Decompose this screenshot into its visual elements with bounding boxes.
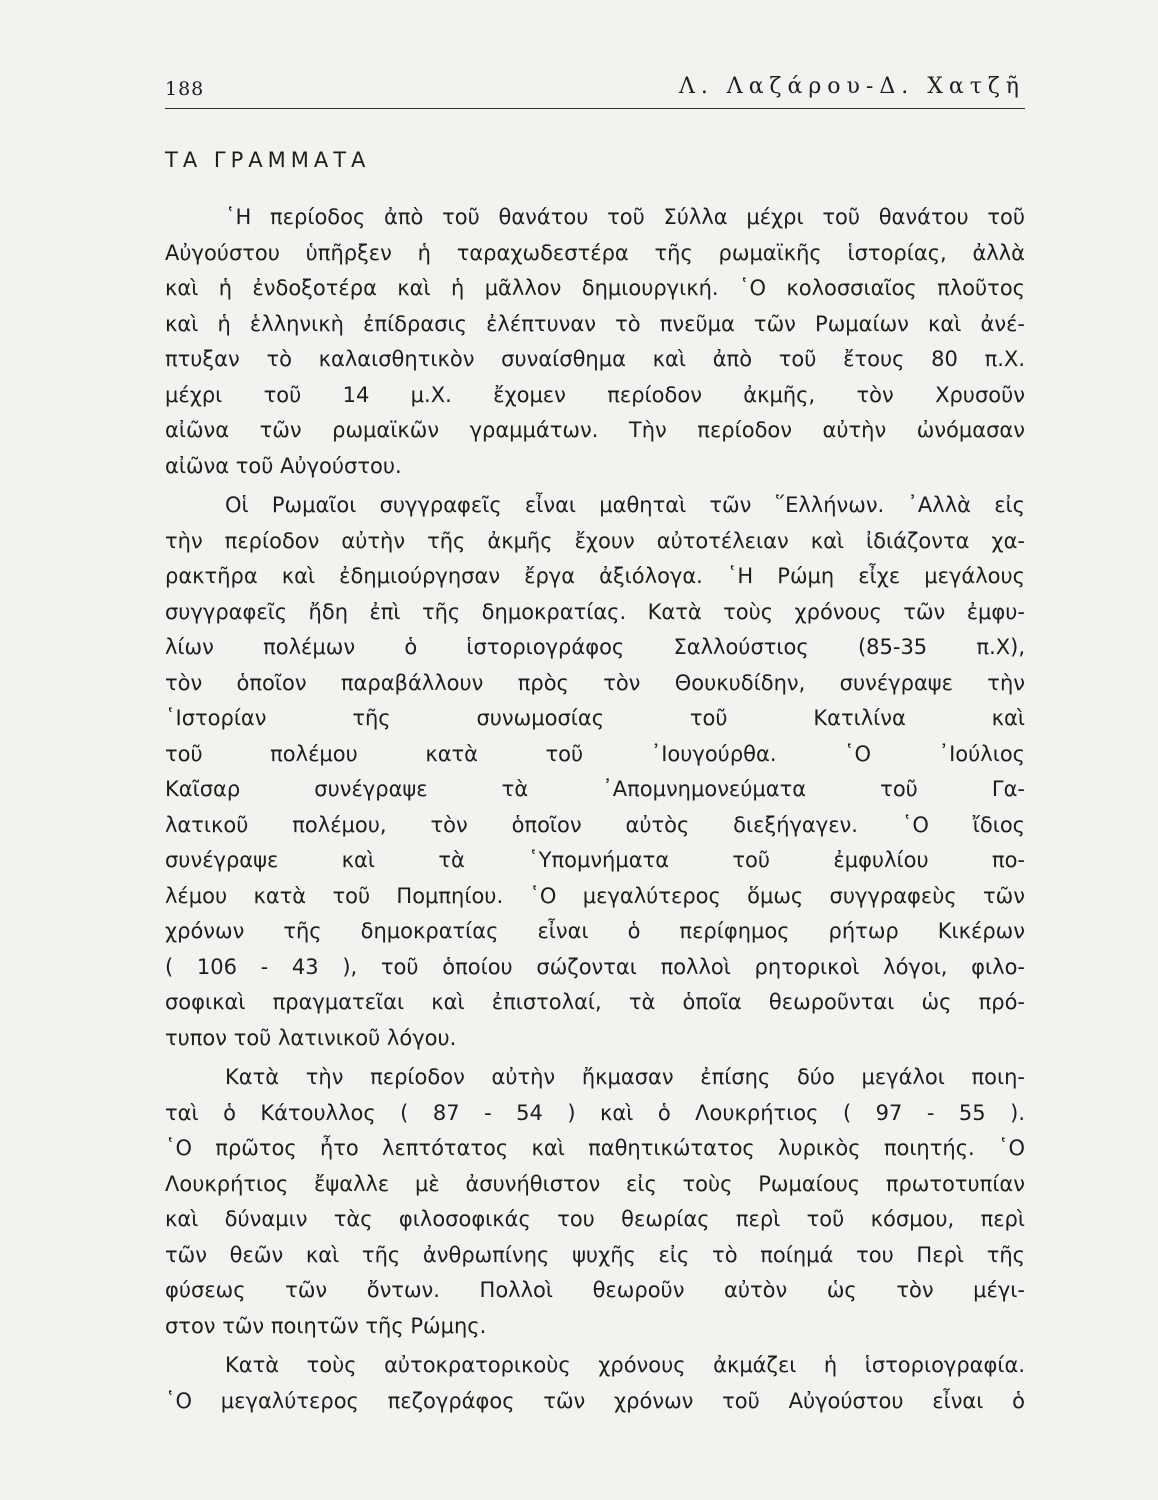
body-text bbox=[165, 200, 1025, 1419]
text-line: καὶ ἡ ἐνδοξοτέρα καὶ ἡ μᾶλλον δημιουργική. ῾Ο κολοσσιαῖος πλοῦτος bbox=[165, 276, 1025, 300]
text-line: φύσεως τῶν ὄντων. Πολλοὶ θεωροῦν αὐτὸν ὡς τὸν μέγι- bbox=[165, 1278, 1025, 1302]
header-rule bbox=[165, 108, 1025, 109]
text-line: ( 106 - 43 ), τοῦ ὁποίου σώζονται πολλοὶ ρητορικοὶ λόγοι, φιλο- bbox=[165, 954, 1025, 979]
text-line: τῶν θεῶν καὶ τῆς ἀνθρωπίνης ψυχῆς εἰς τὸ ποίημά του Περὶ τῆς bbox=[165, 1242, 1025, 1267]
text-line: λέμου κατὰ τοῦ Πομπηίου. ῾Ο μεγαλύτερος ὅμως συγγραφεὺς τῶν bbox=[165, 883, 1025, 908]
text-line: Οἱ Ρωμαῖοι συγγραφεῖς εἶναι μαθηταὶ τῶν ῞Ελλήνων. ᾿Αλλὰ εἰς bbox=[225, 493, 1025, 517]
text-line: ῾Ο μεγαλύτερος πεζογράφος τῶν χρόνων τοῦ Αὐγούστου εἶναι ὁ bbox=[165, 1388, 1025, 1413]
text-line: Κατὰ τὴν περίοδον αὐτὴν ἤκμασαν ἐπίσης δύο μεγάλοι ποιη- bbox=[225, 1065, 1025, 1089]
text-line: στον τῶν ποιητῶν τῆς Ρώμης. bbox=[165, 1313, 487, 1338]
text-line: καὶ δύναμιν τὰς φιλοσοφικάς του θεωρίας περὶ τοῦ κόσμου, περὶ bbox=[165, 1207, 1025, 1231]
paragraph bbox=[165, 1348, 1025, 1419]
text-line: καὶ ἡ ἑλληνικὴ ἐπίδρασις ἐλέπτυναν τὸ πνεῦμα τῶν Ρωμαίων καὶ ἀνέ- bbox=[165, 311, 1025, 336]
text-line: ῾Η περίοδος ἀπὸ τοῦ θανάτου τοῦ Σύλλα μέχρι τοῦ θανάτου τοῦ bbox=[225, 205, 1025, 229]
text-line: σοφικαὶ πραγματεῖαι καὶ ἐπιστολαί, τὰ ὁποῖα θεωροῦνται ὡς πρό- bbox=[165, 990, 1025, 1014]
section-heading: ΤΑ ΓΡΑΜΜΑΤΑ bbox=[165, 148, 371, 172]
text-line: λίων πολέμων ὁ ἱστοριογράφος Σαλλούστιος (85-35 π.Χ), bbox=[165, 635, 1025, 659]
text-line: Καῖσαρ συνέγραψε τὰ ᾿Απομνημονεύματα τοῦ Γα- bbox=[165, 777, 1025, 801]
paragraph bbox=[165, 1060, 1025, 1344]
text-line: μέχρι τοῦ 14 μ.Χ. ἔχομεν περίοδον ἀκμῆς, τὸν Χρυσοῦν bbox=[165, 382, 1025, 407]
text-line: πτυξαν τὸ καλαισθητικὸν συναίσθημα καὶ ἀπὸ τοῦ ἔτους 80 π.Χ. bbox=[165, 347, 1025, 371]
text-line: ρακτῆρα καὶ ἐδημιούργησαν ἔργα ἀξιόλογα. ῾Η Ρώμη εἶχε μεγάλους bbox=[165, 564, 1025, 588]
page-header bbox=[165, 74, 1025, 110]
running-head-authors: Λ. Λαζάρου-Δ. Χατζῆ bbox=[678, 74, 1025, 99]
text-line: χρόνων τῆς δημοκρατίας εἶναι ὁ περίφημος ρήτωρ Κικέρων bbox=[165, 919, 1025, 943]
text-line: συγγραφεῖς ἤδη ἐπὶ τῆς δημοκρατίας. Κατὰ τοὺς χρόνους τῶν ἐμφυ- bbox=[165, 599, 1025, 624]
text-line: Κατὰ τοὺς αὐτοκρατορικοὺς χρόνους ἀκμάζει ἡ ἱστοριογραφία. bbox=[225, 1353, 1025, 1377]
text-line: τὸν ὁποῖον παραβάλλουν πρὸς τὸν Θουκυδίδην, συνέγραψε τὴν bbox=[165, 670, 1025, 695]
text-line: τὴν περίοδον αὐτὴν τῆς ἀκμῆς ἔχουν αὐτοτέλειαν καὶ ἰδιάζοντα χα- bbox=[165, 528, 1025, 553]
paragraph bbox=[165, 200, 1025, 484]
text-line: συνέγραψε καὶ τὰ ῾Υπομνήματα τοῦ ἐμφυλίου πο- bbox=[165, 848, 1025, 872]
text-line: Αὐγούστου ὑπῆρξεν ἡ ταραχωδεστέρα τῆς ρωμαϊκῆς ἱστορίας, ἀλλὰ bbox=[165, 240, 1025, 265]
text-line: ταὶ ὁ Κάτουλλος ( 87 - 54 ) καὶ ὁ Λουκρήτιος ( 97 - 55 ). bbox=[165, 1100, 1025, 1125]
text-line: ῾Ιστορίαν τῆς συνωμοσίας τοῦ Κατιλίνα καὶ bbox=[165, 706, 1025, 730]
text-line: αἰῶνα τῶν ρωμαϊκῶν γραμμάτων. Τὴν περίοδον αὐτὴν ὠνόμασαν bbox=[165, 418, 1025, 442]
text-line: λατικοῦ πολέμου, τὸν ὁποῖον αὐτὸς διεξήγαγεν. ῾Ο ἴδιος bbox=[165, 812, 1025, 837]
text-line: ῾Ο πρῶτος ἦτο λεπτότατος καὶ παθητικώτατος λυρικὸς ποιητής. ῾Ο bbox=[165, 1136, 1025, 1160]
text-line: Λουκρήτιος ἔψαλλε μὲ ἀσυνήθιστον εἰς τοὺς Ρωμαίους πρωτοτυπίαν bbox=[165, 1171, 1025, 1196]
text-line: τυπον τοῦ λατινικοῦ λόγου. bbox=[165, 1025, 457, 1050]
text-line: τοῦ πολέμου κατὰ τοῦ ᾿Ιουγούρθα. ῾Ο ᾿Ιούλιος bbox=[165, 741, 1025, 766]
text-line: αἰῶνα τοῦ Αὐγούστου. bbox=[165, 453, 402, 478]
page-number: 188 bbox=[165, 78, 205, 100]
paragraph bbox=[165, 488, 1025, 1056]
